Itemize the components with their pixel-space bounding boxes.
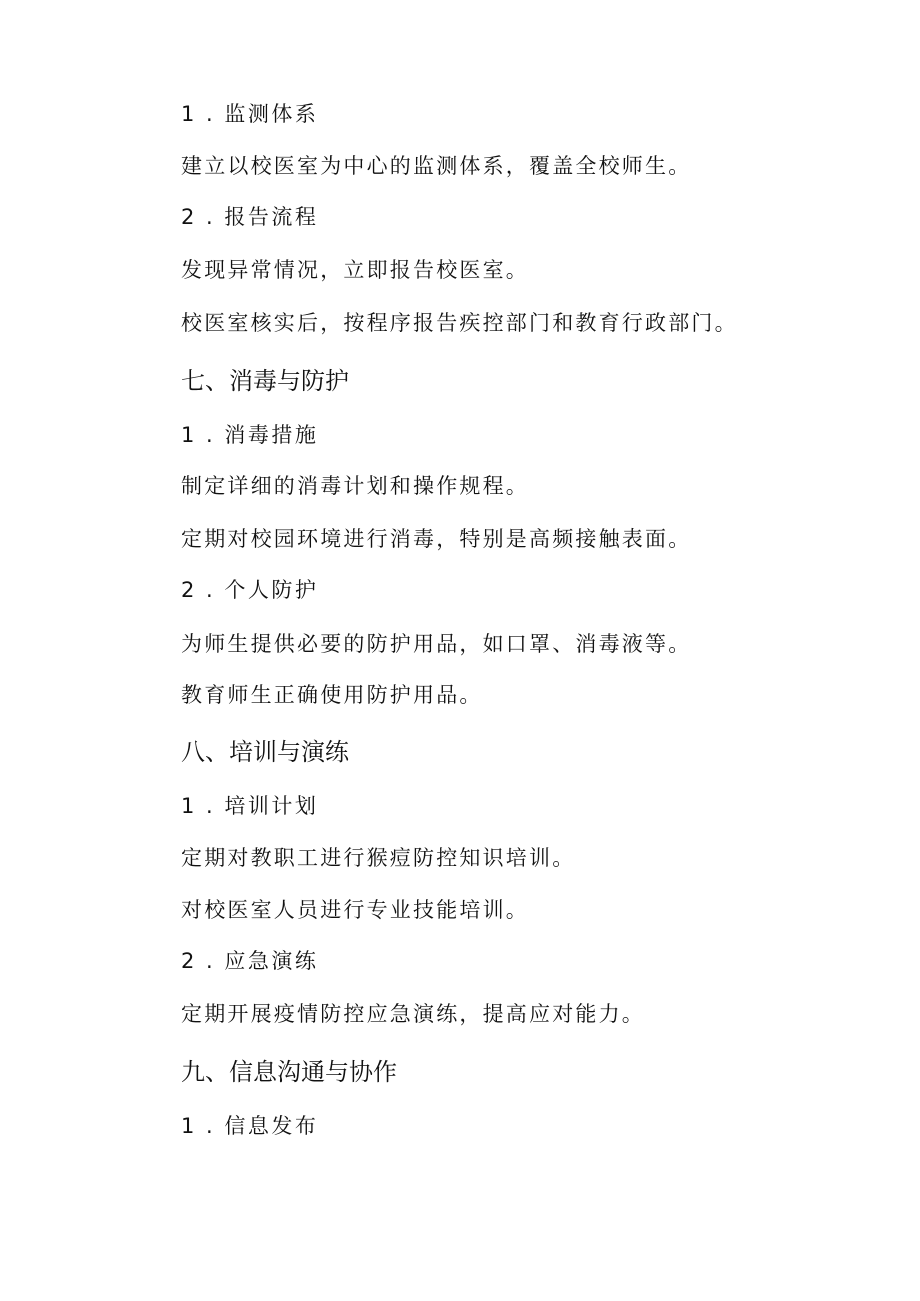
paragraph: 定期对教职工进行猴痘防控知识培训。	[181, 846, 576, 870]
paragraph: 为师生提供必要的防护用品，如口罩、消毒液等。	[181, 632, 692, 656]
paragraph: 制定详细的消毒计划和操作规程。	[181, 474, 529, 498]
paragraph: 定期对校园环境进行消毒，特别是高频接触表面。	[181, 527, 692, 551]
subsection-title: 2 . 个人防护	[181, 578, 319, 602]
section-heading: 七、消毒与防护	[181, 368, 349, 395]
subsection-title: 1 . 培训计划	[181, 794, 319, 818]
paragraph: 教育师生正确使用防护用品。	[181, 683, 483, 707]
subsection-title: 1 . 消毒措施	[181, 423, 319, 447]
subsection-title: 2 . 报告流程	[181, 205, 319, 229]
subsection-title: 2 . 应急演练	[181, 949, 319, 973]
subsection-title: 1 . 信息发布	[181, 1114, 319, 1138]
section-heading: 八、培训与演练	[181, 739, 349, 766]
paragraph: 校医室核实后，按程序报告疾控部门和教育行政部门。	[181, 311, 738, 335]
paragraph: 建立以校医室为中心的监测体系，覆盖全校师生。	[181, 154, 692, 178]
section-heading: 九、信息沟通与协作	[181, 1059, 397, 1086]
paragraph: 对校医室人员进行专业技能培训。	[181, 898, 529, 922]
paragraph: 发现异常情况，立即报告校医室。	[181, 258, 529, 282]
subsection-title: 1 . 监测体系	[181, 102, 319, 126]
paragraph: 定期开展疫情防控应急演练，提高应对能力。	[181, 1002, 645, 1026]
